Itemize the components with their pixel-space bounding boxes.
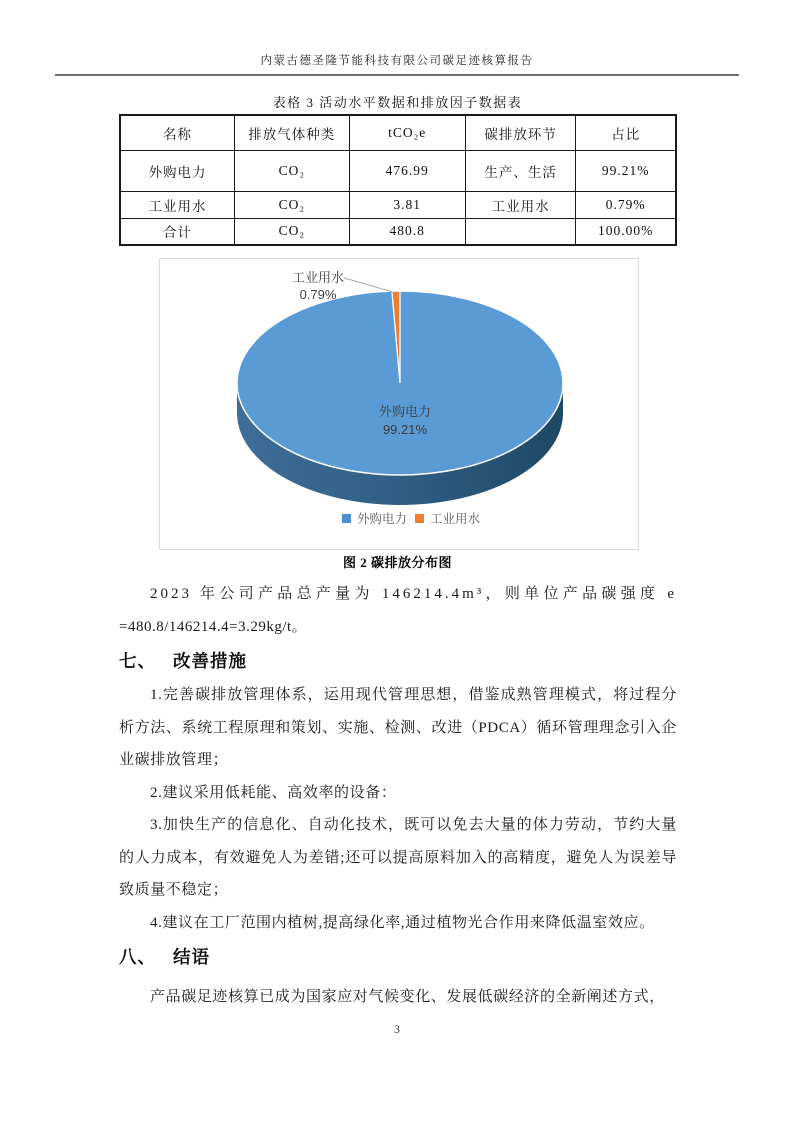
table-cell: 100.00% [576, 218, 676, 245]
table-cell: CO₂ [235, 150, 350, 191]
production-line-1: 2023 年公司产品总产量为 146214.4m³，则单位产品碳强度 e [150, 586, 677, 602]
table-cell: 480.8 [349, 218, 465, 245]
col-header-name: 名称 [120, 115, 235, 150]
table-cell: CO₂ [235, 218, 350, 245]
improvement-items [119, 679, 677, 939]
table-cell: 工业用水 [465, 191, 576, 218]
table-cell: 生产、生活 [465, 150, 576, 191]
table-cell: CO₂ [235, 191, 350, 218]
improvement-item-4: 4.建议在工厂范围内植树,提高绿化率,通过植物光合作用来降低温室效应。 [150, 914, 655, 931]
document-header-title: 内蒙古德圣隆节能科技有限公司碳足迹核算报告 [260, 55, 534, 67]
table-title: 表格 3 活动水平数据和排放因子数据表 [272, 95, 523, 110]
section-heading-conclusion [119, 944, 210, 969]
col-header-share: 占比 [576, 115, 676, 150]
table-cell: 3.81 [349, 191, 465, 218]
table-cell: 99.21% [576, 150, 676, 191]
improvement-item-3: 3.加快生产的信息化、自动化技术，既可以免去大量的体力劳动，节约大量的人力成本，有效避免人为差错;还可以提高原料加入的高精度，避免人为误差导致质量不稳定； [119, 817, 677, 898]
table-cell: 0.79% [576, 191, 676, 218]
legend-swatch-electricity [342, 514, 351, 523]
pie-label-water-name: 工业用水 [291, 270, 345, 285]
section-title: 结语 [173, 947, 210, 967]
section-heading-improvements [119, 648, 247, 673]
col-header-stage: 碳排放环节 [465, 115, 576, 150]
pie-label-electricity-name: 外购电力 [378, 404, 432, 419]
header-rule [55, 74, 739, 76]
pie-chart-svg [160, 259, 636, 547]
production-line-2: =480.8/146214.4=3.29kg/t。 [119, 619, 308, 635]
pie-label-electricity-value: 99.21% [382, 422, 428, 437]
production-paragraph [119, 578, 677, 644]
pie-label-water-value: 0.79% [299, 287, 337, 302]
conclusion-paragraph: 产品碳足迹核算已成为国家应对气候变化、发展低碳经济的全新阐述方式， [150, 989, 665, 1005]
col-header-tco2e: tCO₂e [349, 115, 465, 150]
pie-chart-area [159, 258, 639, 550]
improvement-item-2: 2.建议采用低耗能、高效率的设备： [150, 784, 397, 801]
page-number: 3 [394, 1024, 400, 1036]
improvement-item-1: 1.完善碳排放管理体系，运用现代管理思想，借鉴成熟管理模式，将过程分析方法、系统工程原理和策划、实施、检测、改进（PDCA）循环管理理念引入企业碳排放管理； [119, 687, 677, 768]
table-row [120, 150, 676, 191]
table-header-row [120, 115, 676, 150]
legend-label-water: 工业用水 [430, 512, 481, 526]
table-cell: 476.99 [349, 150, 465, 191]
table-row [120, 191, 676, 218]
col-header-gas: 排放气体种类 [235, 115, 350, 150]
table-row [120, 218, 676, 245]
figure-caption: 图 2 碳排放分布图 [342, 555, 452, 570]
table-cell [465, 218, 576, 245]
legend-label-electricity: 外购电力 [357, 512, 408, 526]
legend-swatch-water [415, 514, 424, 523]
table-cell: 工业用水 [120, 191, 235, 218]
table-cell: 合计 [120, 218, 235, 245]
emission-data-table [119, 114, 677, 246]
section-number: 八、 [119, 947, 156, 967]
section-number: 七、 [119, 651, 156, 671]
table-cell: 外购电力 [120, 150, 235, 191]
label-leader-line [344, 278, 396, 293]
section-title: 改善措施 [173, 651, 247, 671]
